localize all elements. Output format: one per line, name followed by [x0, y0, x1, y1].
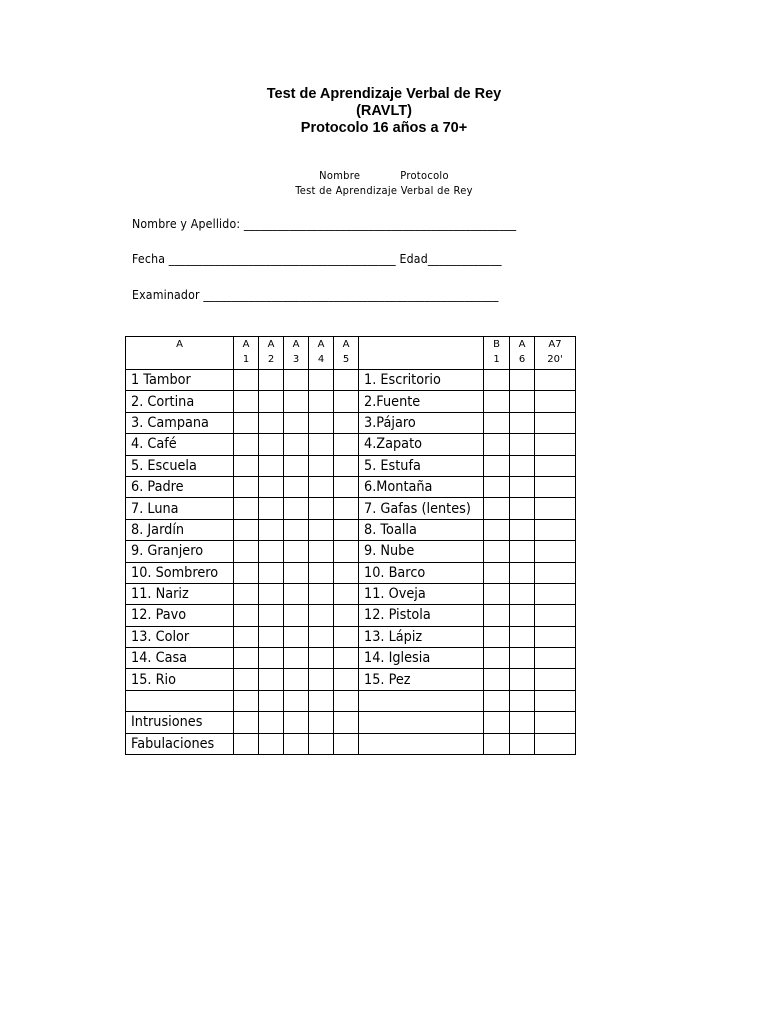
- trial-b1-cell[interactable]: [484, 412, 510, 433]
- trial-a5-cell[interactable]: [334, 519, 359, 540]
- trial-a5-cell[interactable]: [334, 669, 359, 690]
- trial-a2-cell[interactable]: [259, 626, 284, 647]
- table-row: [126, 370, 576, 391]
- subheading-nombre: Nombre: [319, 169, 361, 182]
- trial-a6-cell[interactable]: [510, 669, 535, 690]
- trial-a1-cell[interactable]: [234, 519, 259, 540]
- header-a7: A7 20': [535, 337, 576, 370]
- fecha-edad-field[interactable]: Fecha ________________________________________ Edad_____________: [132, 251, 502, 266]
- list-a-word: [126, 690, 234, 711]
- trial-a3-cell[interactable]: [284, 455, 309, 476]
- table-row: [126, 690, 576, 711]
- list-a-word-text: 3. Campana: [131, 414, 209, 431]
- nombre-apellido-field[interactable]: Nombre y Apellido: ________________________________________________: [132, 216, 517, 231]
- trial-a2-cell[interactable]: [259, 648, 284, 669]
- list-a-word: [126, 648, 234, 669]
- list-b-word: [359, 583, 484, 604]
- list-b-word-text: 13. Lápiz: [364, 628, 423, 645]
- trial-a2-cell[interactable]: [259, 519, 284, 540]
- header-a2: A 2: [259, 337, 284, 370]
- table-row: [126, 669, 576, 690]
- trial-b1-cell[interactable]: [484, 733, 510, 754]
- ravlt-score-table: [125, 336, 576, 755]
- list-a-word-text: 10. Sombrero: [131, 564, 219, 581]
- trial-a2-cell[interactable]: [259, 562, 284, 583]
- list-a-word-text: 8. Jardín: [131, 521, 185, 538]
- trial-a4-cell[interactable]: [309, 412, 334, 433]
- list-b-word: [359, 519, 484, 540]
- trial-a1-cell[interactable]: [234, 476, 259, 497]
- trial-a2-cell[interactable]: [259, 583, 284, 604]
- list-b-word-text: 10. Barco: [364, 564, 426, 581]
- list-b-word: [359, 669, 484, 690]
- trial-b1-cell[interactable]: [484, 434, 510, 455]
- trial-a2-cell[interactable]: [259, 541, 284, 562]
- list-a-word-text: 15. Rio: [131, 671, 176, 688]
- trial-a4-cell[interactable]: [309, 712, 334, 733]
- table-row: [126, 476, 576, 497]
- trial-a1-cell[interactable]: [234, 455, 259, 476]
- list-a-word-text: 12. Pavo: [131, 607, 187, 624]
- list-b-word-text: 1. Escritorio: [364, 372, 441, 389]
- list-b-word-text: 8. Toalla: [364, 521, 417, 538]
- trial-a7-cell[interactable]: [535, 733, 576, 754]
- trial-a3-cell[interactable]: [284, 562, 309, 583]
- trial-a4-cell[interactable]: [309, 690, 334, 711]
- trial-a6-cell[interactable]: [510, 519, 535, 540]
- trial-a4-cell[interactable]: [309, 669, 334, 690]
- trial-a1-cell[interactable]: [234, 648, 259, 669]
- trial-a7-cell[interactable]: [535, 712, 576, 733]
- list-a-word-text: 1 Tambor: [131, 372, 191, 389]
- trial-a7-cell[interactable]: [535, 412, 576, 433]
- trial-b1-cell[interactable]: [484, 648, 510, 669]
- trial-a6-cell[interactable]: [510, 733, 535, 754]
- trial-a4-cell[interactable]: [309, 519, 334, 540]
- trial-a1-cell[interactable]: [234, 434, 259, 455]
- list-b-word: [359, 690, 484, 711]
- list-b-word: [359, 733, 484, 754]
- trial-a7-cell[interactable]: [535, 648, 576, 669]
- trial-a7-cell[interactable]: [535, 669, 576, 690]
- table-row: [126, 455, 576, 476]
- trial-a1-cell[interactable]: [234, 583, 259, 604]
- header-a4: A 4: [309, 337, 334, 370]
- trial-a3-cell[interactable]: [284, 583, 309, 604]
- trial-a4-cell[interactable]: [309, 434, 334, 455]
- trial-a7-cell[interactable]: [535, 690, 576, 711]
- trial-a1-cell[interactable]: [234, 669, 259, 690]
- trial-a5-cell[interactable]: [334, 712, 359, 733]
- list-b-word-text: 6.Montaña: [364, 479, 433, 496]
- header-a5: A 5: [334, 337, 359, 370]
- trial-b1-cell[interactable]: [484, 605, 510, 626]
- list-b-word-text: 7. Gafas (lentes): [364, 500, 471, 517]
- trial-a4-cell[interactable]: [309, 541, 334, 562]
- document-title: [0, 86, 768, 137]
- subheading-protocolo: Protocolo: [400, 169, 449, 182]
- trial-a7-cell[interactable]: [535, 541, 576, 562]
- table-row: [126, 541, 576, 562]
- list-b-word: [359, 476, 484, 497]
- title-line-1: Test de Aprendizaje Verbal de Rey: [266, 86, 502, 102]
- list-b-word-text: 14. Iglesia: [364, 650, 431, 667]
- list-a-word: [126, 476, 234, 497]
- table-row: [126, 733, 576, 754]
- list-b-word-text: 11. Oveja: [364, 586, 426, 603]
- trial-a3-cell[interactable]: [284, 498, 309, 519]
- trial-a4-cell[interactable]: [309, 498, 334, 519]
- trial-b1-cell[interactable]: [484, 498, 510, 519]
- trial-a5-cell[interactable]: [334, 733, 359, 754]
- list-b-word-text: 4.Zapato: [364, 436, 423, 453]
- list-b-word: [359, 391, 484, 412]
- trial-a6-cell[interactable]: [510, 690, 535, 711]
- trial-a2-cell[interactable]: [259, 412, 284, 433]
- table-row: [126, 605, 576, 626]
- header-list-a: A: [126, 337, 234, 370]
- trial-a7-cell[interactable]: [535, 605, 576, 626]
- trial-a7-cell[interactable]: [535, 370, 576, 391]
- list-a-word-text: 14. Casa: [131, 650, 188, 667]
- trial-a1-cell[interactable]: [234, 733, 259, 754]
- header-a3: A 3: [284, 337, 309, 370]
- trial-b1-cell[interactable]: [484, 370, 510, 391]
- list-a-word-text: 2. Cortina: [131, 393, 195, 410]
- trial-a3-cell[interactable]: [284, 669, 309, 690]
- table-header-row: [126, 337, 576, 370]
- trial-a1-cell[interactable]: [234, 712, 259, 733]
- list-b-word: [359, 712, 484, 733]
- trial-a6-cell[interactable]: [510, 605, 535, 626]
- trial-a6-cell[interactable]: [510, 476, 535, 497]
- trial-a3-cell[interactable]: [284, 519, 309, 540]
- trial-a7-cell[interactable]: [535, 391, 576, 412]
- list-a-word: [126, 434, 234, 455]
- table-row: [126, 434, 576, 455]
- list-a-word-text: 7. Luna: [131, 500, 179, 517]
- table-row: [126, 712, 576, 733]
- list-a-word-text: 11. Nariz: [131, 586, 189, 603]
- list-b-word: [359, 455, 484, 476]
- trial-a3-cell[interactable]: [284, 541, 309, 562]
- trial-a5-cell[interactable]: [334, 498, 359, 519]
- trial-a5-cell[interactable]: [334, 370, 359, 391]
- list-b-word: [359, 626, 484, 647]
- trial-a1-cell[interactable]: [234, 391, 259, 412]
- trial-a5-cell[interactable]: [334, 391, 359, 412]
- examinador-field[interactable]: Examinador ____________________________________________________: [132, 287, 499, 302]
- trial-b1-cell[interactable]: [484, 626, 510, 647]
- list-b-word: [359, 562, 484, 583]
- trial-a4-cell[interactable]: [309, 562, 334, 583]
- list-a-word: [126, 669, 234, 690]
- trial-a2-cell[interactable]: [259, 498, 284, 519]
- list-b-word-text: 5. Estufa: [364, 457, 421, 474]
- trial-a1-cell[interactable]: [234, 412, 259, 433]
- list-a-word-text: Fabulaciones: [131, 735, 215, 752]
- trial-a1-cell[interactable]: [234, 370, 259, 391]
- trial-a6-cell[interactable]: [510, 370, 535, 391]
- trial-a6-cell[interactable]: [510, 498, 535, 519]
- trial-a6-cell[interactable]: [510, 391, 535, 412]
- list-b-word: [359, 412, 484, 433]
- trial-a4-cell[interactable]: [309, 733, 334, 754]
- trial-a1-cell[interactable]: [234, 541, 259, 562]
- trial-a3-cell[interactable]: [284, 712, 309, 733]
- list-a-word: [126, 605, 234, 626]
- list-b-word-text: 3.Pájaro: [364, 414, 416, 431]
- table-row: [126, 648, 576, 669]
- list-b-word-text: 9. Nube: [364, 543, 415, 560]
- trial-b1-cell[interactable]: [484, 391, 510, 412]
- list-b-word: [359, 541, 484, 562]
- trial-a7-cell[interactable]: [535, 583, 576, 604]
- trial-a6-cell[interactable]: [510, 541, 535, 562]
- trial-a6-cell[interactable]: [510, 648, 535, 669]
- trial-a7-cell[interactable]: [535, 455, 576, 476]
- trial-a6-cell[interactable]: [510, 712, 535, 733]
- trial-a3-cell[interactable]: [284, 412, 309, 433]
- table-row: [126, 626, 576, 647]
- list-b-word-text: 2.Fuente: [364, 393, 421, 410]
- table-row: [126, 562, 576, 583]
- trial-b1-cell[interactable]: [484, 712, 510, 733]
- trial-a7-cell[interactable]: [535, 626, 576, 647]
- table-row: [126, 583, 576, 604]
- trial-a3-cell[interactable]: [284, 733, 309, 754]
- table-row: [126, 519, 576, 540]
- trial-a2-cell[interactable]: [259, 690, 284, 711]
- list-b-word: [359, 648, 484, 669]
- list-b-word: [359, 498, 484, 519]
- trial-a6-cell[interactable]: [510, 455, 535, 476]
- trial-a3-cell[interactable]: [284, 391, 309, 412]
- list-a-word-text: 6. Padre: [131, 479, 184, 496]
- list-a-word-text: 4. Café: [131, 436, 177, 453]
- trial-a1-cell[interactable]: [234, 626, 259, 647]
- trial-b1-cell[interactable]: [484, 519, 510, 540]
- list-a-word: [126, 498, 234, 519]
- trial-a1-cell[interactable]: [234, 605, 259, 626]
- list-b-word: [359, 434, 484, 455]
- trial-a1-cell[interactable]: [234, 690, 259, 711]
- header-a6: A 6: [510, 337, 535, 370]
- list-a-word: [126, 733, 234, 754]
- trial-a6-cell[interactable]: [510, 412, 535, 433]
- trial-b1-cell[interactable]: [484, 455, 510, 476]
- trial-a5-cell[interactable]: [334, 434, 359, 455]
- list-a-word-text: Intrusiones: [131, 714, 203, 731]
- list-a-word: [126, 562, 234, 583]
- trial-a2-cell[interactable]: [259, 370, 284, 391]
- trial-a1-cell[interactable]: [234, 562, 259, 583]
- trial-a4-cell[interactable]: [309, 648, 334, 669]
- trial-a3-cell[interactable]: [284, 605, 309, 626]
- trial-b1-cell[interactable]: [484, 476, 510, 497]
- trial-a2-cell[interactable]: [259, 733, 284, 754]
- trial-a5-cell[interactable]: [334, 605, 359, 626]
- trial-a3-cell[interactable]: [284, 434, 309, 455]
- trial-a4-cell[interactable]: [309, 626, 334, 647]
- trial-b1-cell[interactable]: [484, 562, 510, 583]
- trial-a2-cell[interactable]: [259, 476, 284, 497]
- trial-a5-cell[interactable]: [334, 583, 359, 604]
- trial-a5-cell[interactable]: [334, 476, 359, 497]
- trial-a7-cell[interactable]: [535, 519, 576, 540]
- trial-a2-cell[interactable]: [259, 712, 284, 733]
- list-a-word-text: 9. Granjero: [131, 543, 204, 560]
- trial-a4-cell[interactable]: [309, 455, 334, 476]
- list-a-word: [126, 541, 234, 562]
- trial-a6-cell[interactable]: [510, 583, 535, 604]
- trial-a3-cell[interactable]: [284, 476, 309, 497]
- trial-a2-cell[interactable]: [259, 669, 284, 690]
- trial-a5-cell[interactable]: [334, 412, 359, 433]
- list-a-word-text: 5. Escuela: [131, 457, 197, 474]
- list-a-word: [126, 412, 234, 433]
- list-a-word: [126, 519, 234, 540]
- trial-a3-cell[interactable]: [284, 648, 309, 669]
- list-b-word-text: 12. Pistola: [364, 607, 431, 624]
- trial-b1-cell[interactable]: [484, 669, 510, 690]
- trial-a6-cell[interactable]: [510, 434, 535, 455]
- trial-a5-cell[interactable]: [334, 626, 359, 647]
- list-a-word: [126, 370, 234, 391]
- header-list-b: [359, 337, 484, 370]
- trial-a6-cell[interactable]: [510, 562, 535, 583]
- list-a-word: [126, 626, 234, 647]
- trial-a4-cell[interactable]: [309, 391, 334, 412]
- trial-a1-cell[interactable]: [234, 498, 259, 519]
- list-a-word: [126, 583, 234, 604]
- trial-a7-cell[interactable]: [535, 498, 576, 519]
- header-b1: B 1: [484, 337, 510, 370]
- table-row: [126, 498, 576, 519]
- trial-a3-cell[interactable]: [284, 370, 309, 391]
- table-row: [126, 412, 576, 433]
- trial-b1-cell[interactable]: [484, 583, 510, 604]
- trial-a7-cell[interactable]: [535, 434, 576, 455]
- list-a-word: [126, 391, 234, 412]
- trial-a5-cell[interactable]: [334, 690, 359, 711]
- trial-a2-cell[interactable]: [259, 455, 284, 476]
- title-line-3: Protocolo 16 años a 70+: [300, 120, 468, 136]
- trial-b1-cell[interactable]: [484, 690, 510, 711]
- list-a-word: [126, 455, 234, 476]
- trial-a3-cell[interactable]: [284, 626, 309, 647]
- trial-a7-cell[interactable]: [535, 562, 576, 583]
- trial-a4-cell[interactable]: [309, 583, 334, 604]
- trial-a5-cell[interactable]: [334, 541, 359, 562]
- trial-a3-cell[interactable]: [284, 690, 309, 711]
- title-line-2: (RAVLT): [356, 103, 412, 119]
- trial-a5-cell[interactable]: [334, 648, 359, 669]
- trial-a2-cell[interactable]: [259, 391, 284, 412]
- subheading-line-2: Test de Aprendizaje Verbal de Rey: [295, 184, 473, 197]
- trial-a2-cell[interactable]: [259, 434, 284, 455]
- trial-a4-cell[interactable]: [309, 370, 334, 391]
- trial-a7-cell[interactable]: [535, 476, 576, 497]
- trial-b1-cell[interactable]: [484, 541, 510, 562]
- trial-a4-cell[interactable]: [309, 605, 334, 626]
- list-b-word: [359, 605, 484, 626]
- header-a1: A 1: [234, 337, 259, 370]
- table-row: [126, 391, 576, 412]
- subheading: [0, 168, 768, 198]
- trial-a4-cell[interactable]: [309, 476, 334, 497]
- list-a-word-text: 13. Color: [131, 628, 190, 645]
- list-a-word: [126, 712, 234, 733]
- trial-a2-cell[interactable]: [259, 605, 284, 626]
- trial-a5-cell[interactable]: [334, 455, 359, 476]
- trial-a5-cell[interactable]: [334, 562, 359, 583]
- list-b-word-text: 15. Pez: [364, 671, 411, 688]
- list-b-word: [359, 370, 484, 391]
- trial-a6-cell[interactable]: [510, 626, 535, 647]
